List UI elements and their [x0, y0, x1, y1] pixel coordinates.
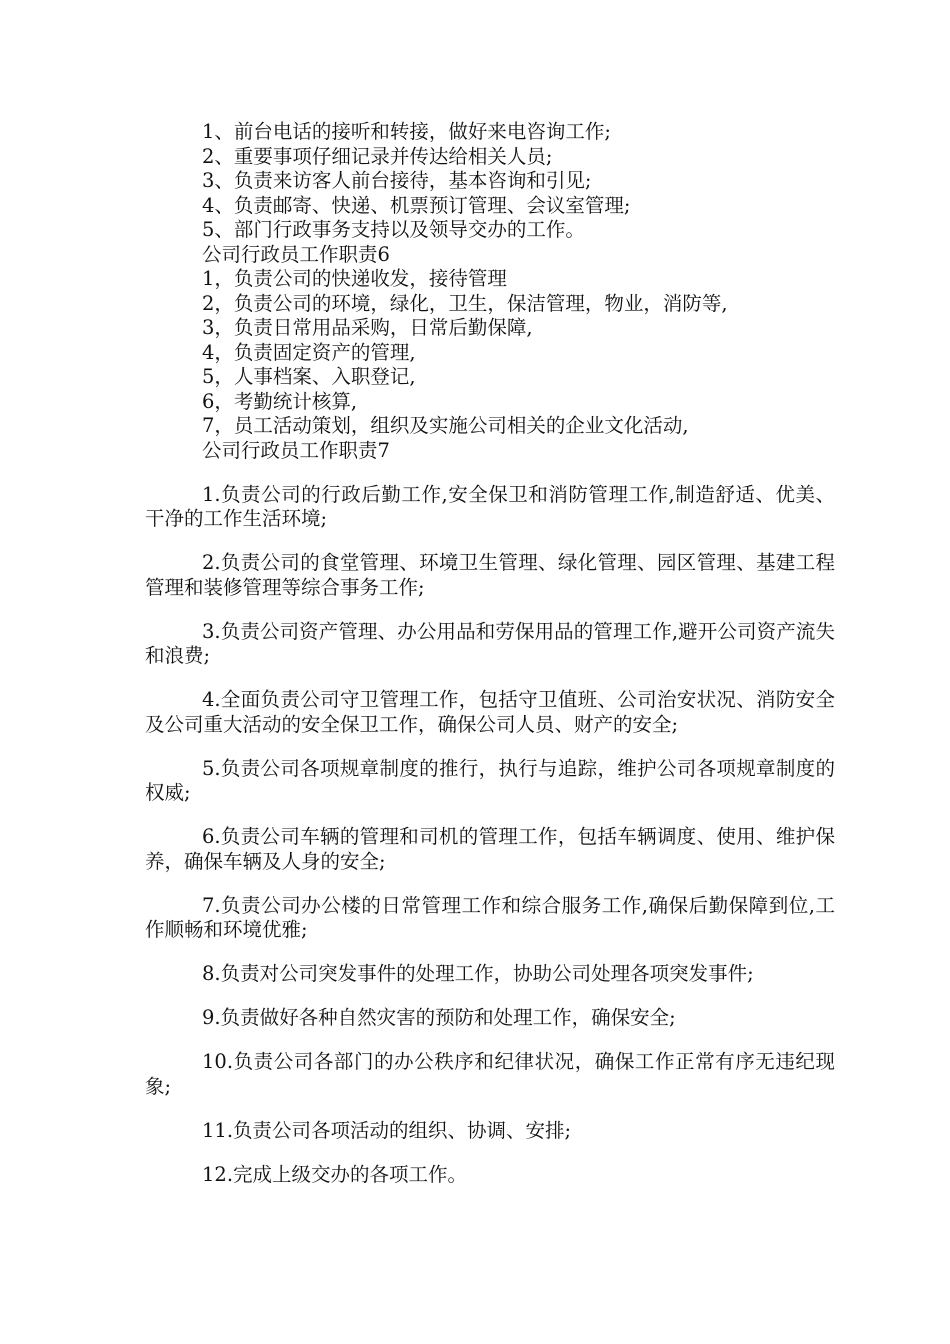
- list-item: 7，员工活动策划，组织及实施公司相关的企业文化活动,: [202, 414, 689, 437]
- list-item: 7.负责公司办公楼的日常管理工作和综合服务工作,确保后勤保障到位,工作顺畅和环境优雅;: [145, 893, 835, 941]
- list-item: 1.负责公司的行政后勤工作,安全保卫和消防管理工作,制造舒适、优美、干净的工作生活环境;: [145, 482, 835, 530]
- list-item: 9.负责做好各种自然灾害的预防和处理工作，确保安全;: [202, 1006, 676, 1029]
- list-item: 10.负责公司各部门的办公秩序和纪律状况，确保工作正常有序无违纪现象;: [145, 1050, 835, 1098]
- section-heading: 公司行政员工作职责7: [202, 438, 390, 462]
- list-item: 6.负责公司车辆的管理和司机的管理工作，包括车辆调度、使用、维护保养，确保车辆及人身的安全;: [145, 825, 835, 873]
- list-item: 1，负责公司的快递收发，接待管理: [202, 267, 507, 290]
- list-item: 3、负责来访客人前台接待，基本咨询和引见;: [202, 169, 592, 192]
- list-item: 5，人事档案、入职登记,: [202, 365, 416, 388]
- document-body: [145, 120, 835, 1207]
- list-item: 4，负责固定资产的管理,: [202, 340, 416, 364]
- list-item: 5、部门行政事务支持以及领导交办的工作。: [202, 218, 585, 241]
- list-item: 6，考勤统计核算,: [202, 389, 358, 413]
- list-item: 2.负责公司的食堂管理、环境卫生管理、绿化管理、园区管理、基建工程管理和装修管理等综合事务工作;: [145, 551, 835, 599]
- list-item: 11.负责公司各项活动的组织、协调、安排;: [202, 1118, 572, 1142]
- list-item: 4.全面负责公司守卫管理工作，包括守卫值班、公司治安状况、消防安全及公司重大活动的安全保卫工作，确保公司人员、财产的安全;: [145, 688, 835, 736]
- section-heading: 公司行政员工作职责6: [202, 242, 390, 266]
- list-item: 3.负责公司资产管理、办公用品和劳保用品的管理工作,避开公司资产流失和浪费;: [145, 619, 835, 667]
- list-item: 2，负责公司的环境，绿化，卫生，保洁管理，物业，消防等,: [202, 291, 728, 315]
- list-item: 3，负责日常用品采购，日常后勤保障,: [202, 316, 533, 339]
- list-item: 8.负责对公司突发事件的处理工作，协助公司处理各项突发事件;: [202, 962, 754, 985]
- list-item: 2、重要事项仔细记录并传达给相关人员;: [202, 144, 553, 168]
- list-item: 12.完成上级交办的各项工作。: [202, 1162, 468, 1186]
- list-item: 4、负责邮寄、快递、机票预订管理、会议室管理;: [202, 193, 631, 217]
- list-item: 1、前台电话的接听和转接，做好来电咨询工作;: [202, 120, 611, 143]
- list-item: 5.负责公司各项规章制度的推行，执行与追踪，维护公司各项规章制度的权威;: [145, 756, 835, 804]
